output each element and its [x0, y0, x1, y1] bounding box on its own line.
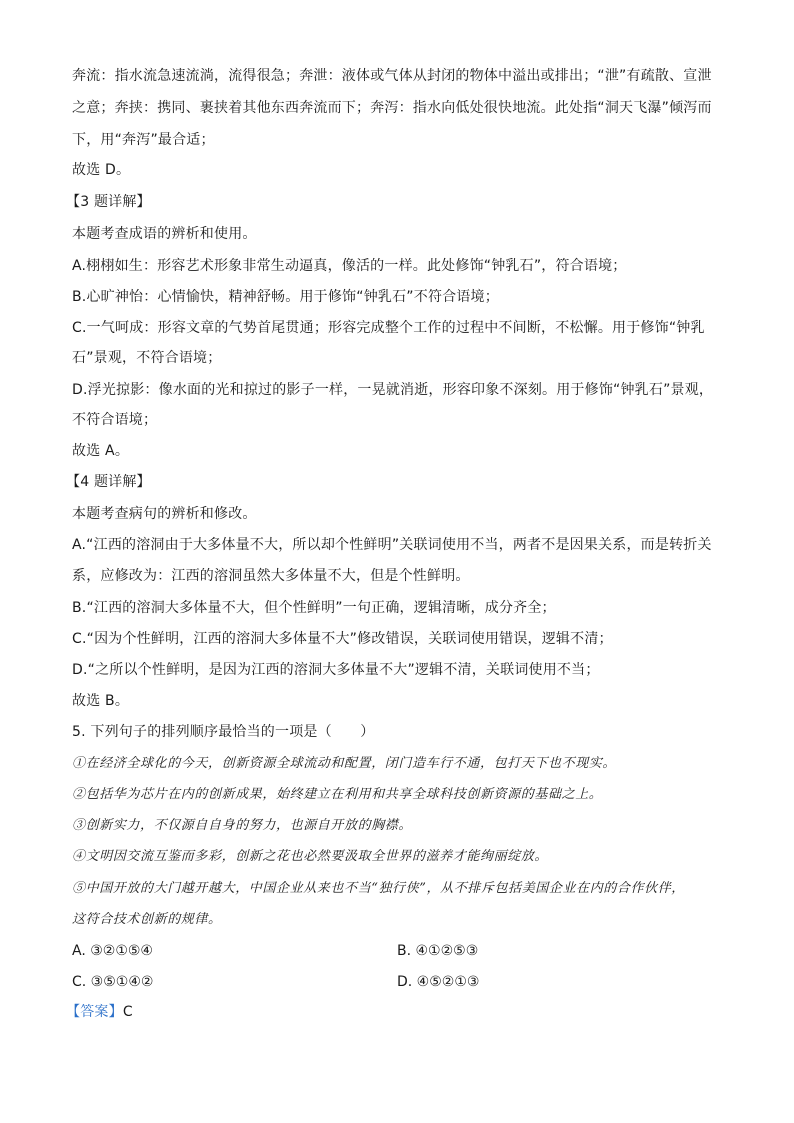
- sentence-1: ①在经济全球化的今天，创新资源全球流动和配置，闭门造车行不通，包打天下也不现实。: [72, 756, 617, 771]
- option-explanation-a: A.“江西的溶洞由于大多体量不大，所以却个性鲜明”关联词使用不当，两者不是因果关系，而是转折关: [72, 537, 712, 553]
- sentence-5: ⑤中国开放的大门越开越大，中国企业从来也不当“独行侠”，从不排斥包括美国企业在内的合作伙伴，: [72, 881, 685, 896]
- answer-line: 故选 A。: [72, 443, 130, 459]
- sentence-4: ④文明因交流互鉴而多彩，创新之花也必然要汲取全世界的滋养才能绚丽绽放。: [72, 849, 549, 864]
- option-explanation-d: D.浮光掠影：像水面的光和掠过的影子一样，一晃就消逝，形容印象不深刻。用于修饰“钟乳石”景观，: [72, 382, 714, 398]
- option-explanation-d-cont: 不符合语境；: [72, 412, 158, 428]
- sentence-2: ②包括华为芯片在内的创新成果，始终建立在利用和共享全球科技创新资源的基础之上。: [72, 787, 603, 802]
- section-intro: 本题考查病句的辨析和修改。: [72, 506, 257, 522]
- section-intro: 本题考查成语的辨析和使用。: [72, 226, 257, 242]
- answer-label: 【答案】: [66, 1004, 123, 1020]
- section-heading-q3: 【3 题详解】: [66, 194, 151, 210]
- answer-line: 故选 B。: [72, 693, 130, 709]
- option-explanation-c: C.“因为个性鲜明，江西的溶洞大多体量不大”修改错误，关联词使用错误，逻辑不清；: [72, 631, 613, 647]
- sentence-5-cont: 这符合技术创新的规律。: [72, 912, 222, 927]
- option-explanation-b: B.心旷神怡：心情愉快，精神舒畅。用于修饰“钟乳石”不符合语境；: [72, 289, 499, 305]
- sentence-3: ③创新实力，不仅源自自身的努力，也源自开放的胸襟。: [72, 818, 413, 833]
- choice-b: B. ④①②⑤③: [397, 943, 479, 959]
- question-stem-q5: 5. 下列句子的排列顺序最恰当的一项是（ ）: [72, 724, 375, 740]
- choice-d: D. ④⑤②①③: [397, 974, 480, 990]
- choice-c: C. ③⑤①④②: [72, 974, 154, 990]
- option-explanation-c: C.一气呵成：形容文章的气势首尾贯通；形容完成整个工作的过程中不间断，不松懈。用于修饰“钟乳: [72, 320, 705, 336]
- section-heading-q4: 【4 题详解】: [66, 474, 151, 490]
- option-explanation-d: D.“之所以个性鲜明，是因为江西的溶洞大多体量不大”逻辑不清，关联词使用不当；: [72, 662, 600, 678]
- paragraph-line: 之意；奔挟：携同、裹挟着其他东西奔流而下；奔泻：指水向低处很快地流。此处指“洞天飞瀑”倾泻而: [72, 100, 712, 116]
- option-explanation-a-cont: 系，应修改为：江西的溶洞虽然大多体量不大，但是个性鲜明。: [72, 568, 470, 584]
- answer-row: [66, 1002, 133, 1022]
- paragraph-line: 下，用“奔泻”最合适；: [72, 132, 215, 148]
- option-explanation-c-cont: 石”景观，不符合语境；: [72, 350, 222, 366]
- paragraph-line: 奔流：指水流急速流淌，流得很急；奔泄：液体或气体从封闭的物体中溢出或排出；“泄”有疏散、宣泄: [72, 68, 712, 84]
- answer-line: 故选 D。: [72, 162, 131, 178]
- option-explanation-a: A.栩栩如生：形容艺术形象非常生动逼真，像活的一样。此处修饰“钟乳石”，符合语境；: [72, 258, 627, 274]
- answer-value: C: [122, 1004, 133, 1020]
- choice-a: A. ③②①⑤④: [72, 943, 153, 959]
- option-explanation-b: B.“江西的溶洞大多体量不大，但个性鲜明”一句正确，逻辑清晰，成分齐全；: [72, 600, 556, 616]
